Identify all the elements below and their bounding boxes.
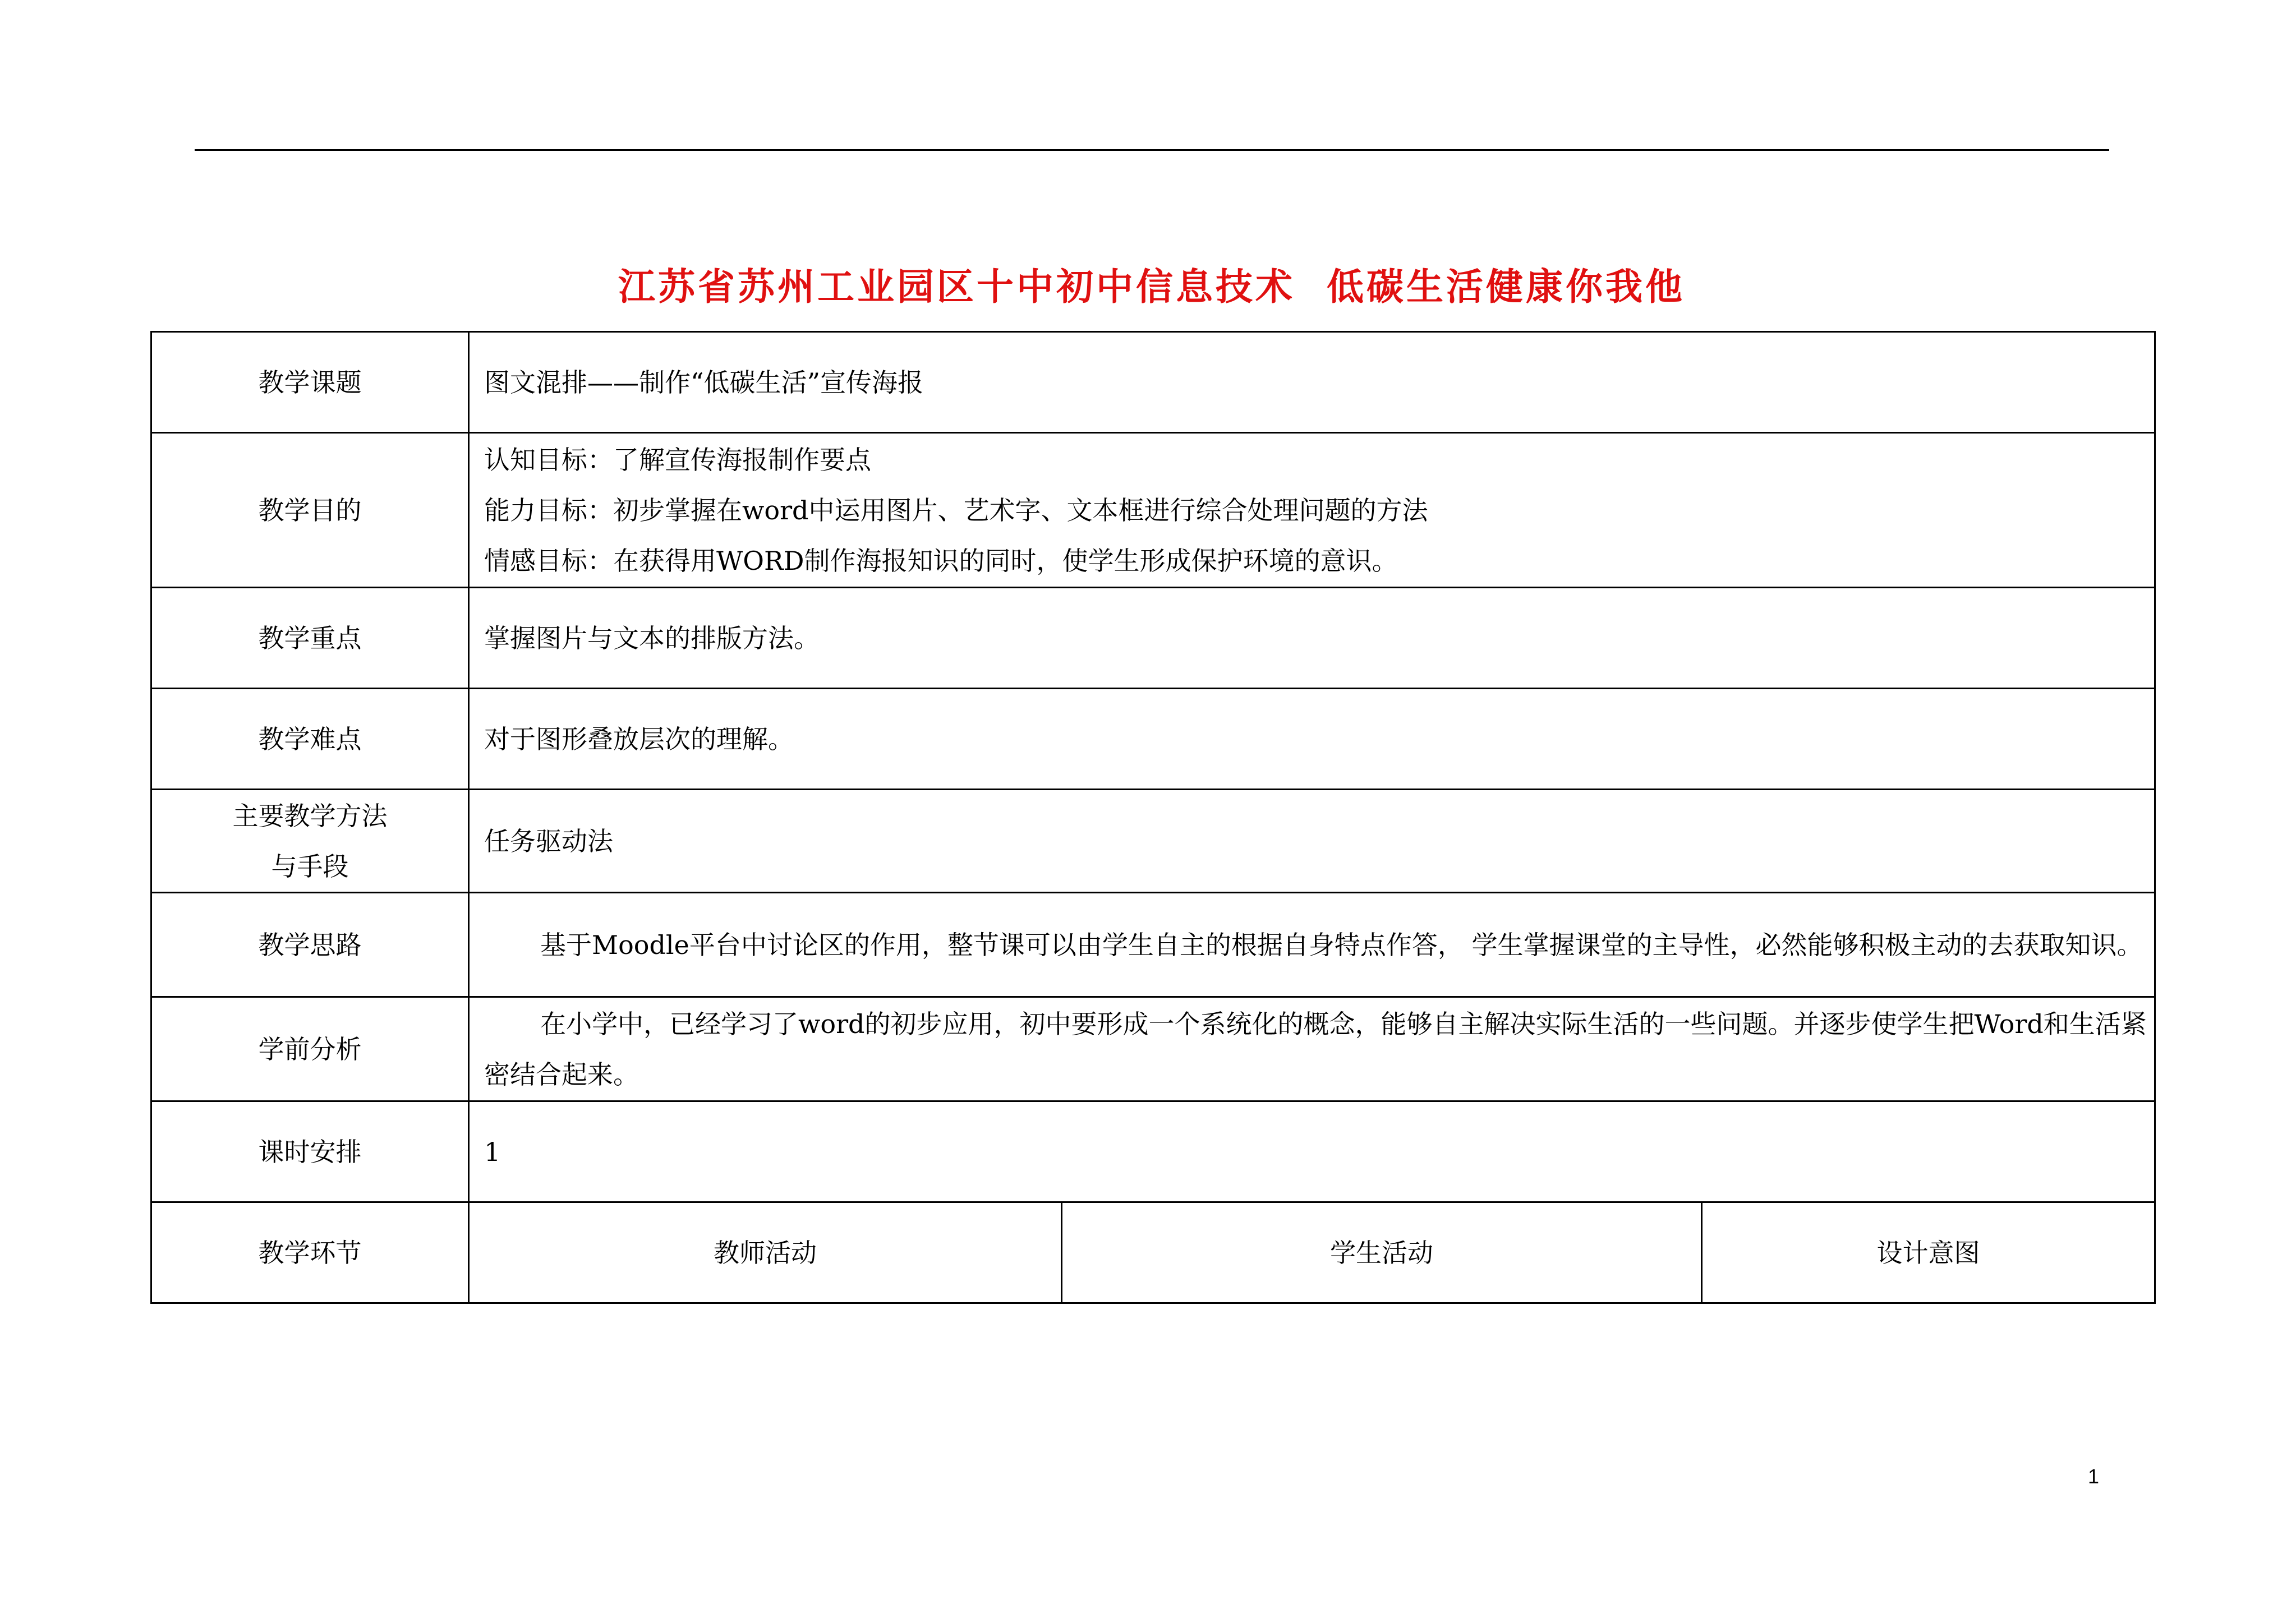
column-header-design-intent: 设计意图 [1702, 1202, 2155, 1303]
row-methods [151, 790, 2155, 893]
methods-label-line-2: 与手段 [271, 851, 349, 882]
row-label-key-points: 教学重点 [151, 588, 469, 689]
methods-label-line-1: 主要教学方法 [232, 800, 388, 831]
row-schedule [151, 1101, 2155, 1202]
objective-affective: 情感目标：在获得用WORD制作海报知识的同时，使学生形成保护环境的意识。 [484, 545, 1398, 576]
row-value-prior-analysis: 在小学中，已经学习了word的初步应用，初中要形成一个系统化的概念，能够自主解决实际生活的一些问题。并逐步使学生把Word和生活紧密结合起来。 [469, 997, 2155, 1101]
header-rule [195, 149, 2109, 151]
row-topic [151, 332, 2155, 433]
row-value-schedule: 1 [469, 1101, 2155, 1202]
row-label-methods [151, 790, 469, 893]
column-header-teacher-activity: 教师活动 [469, 1202, 1062, 1303]
lesson-plan-table [150, 331, 2156, 1304]
objective-ability: 能力目标：初步掌握在word中运用图片、艺术字、文本框进行综合处理问题的方法 [484, 495, 1428, 525]
row-stages [151, 1202, 2155, 1303]
row-label-stages: 教学环节 [151, 1202, 469, 1303]
row-label-objectives: 教学目的 [151, 433, 469, 588]
row-label-schedule: 课时安排 [151, 1101, 469, 1202]
row-value-difficulties: 对于图形叠放层次的理解。 [469, 689, 2155, 790]
row-approach [151, 893, 2155, 997]
row-prior-analysis [151, 997, 2155, 1101]
row-label-prior-analysis: 学前分析 [151, 997, 469, 1101]
row-label-difficulties: 教学难点 [151, 689, 469, 790]
row-difficulties [151, 689, 2155, 790]
page-number: 1 [2088, 1465, 2100, 1488]
row-label-approach: 教学思路 [151, 893, 469, 997]
column-header-student-activity: 学生活动 [1062, 1202, 1702, 1303]
row-value-topic: 图文混排——制作“低碳生活”宣传海报 [469, 332, 2155, 433]
row-label-topic: 教学课题 [151, 332, 469, 433]
row-value-key-points: 掌握图片与文本的排版方法。 [469, 588, 2155, 689]
objective-cognitive: 认知目标：了解宣传海报制作要点 [484, 444, 871, 475]
document-title: 江苏省苏州工业园区十中初中信息技术 低碳生活健康你我他 [618, 265, 1685, 308]
row-value-methods: 任务驱动法 [469, 790, 2155, 893]
row-objectives [151, 433, 2155, 588]
row-value-approach: 基于Moodle平台中讨论区的作用，整节课可以由学生自主的根据自身特点作答， 学生掌握课堂的主导性，必然能够积极主动的去获取知识。 [469, 893, 2155, 997]
row-value-objectives [469, 433, 2155, 588]
row-key-points [151, 588, 2155, 689]
